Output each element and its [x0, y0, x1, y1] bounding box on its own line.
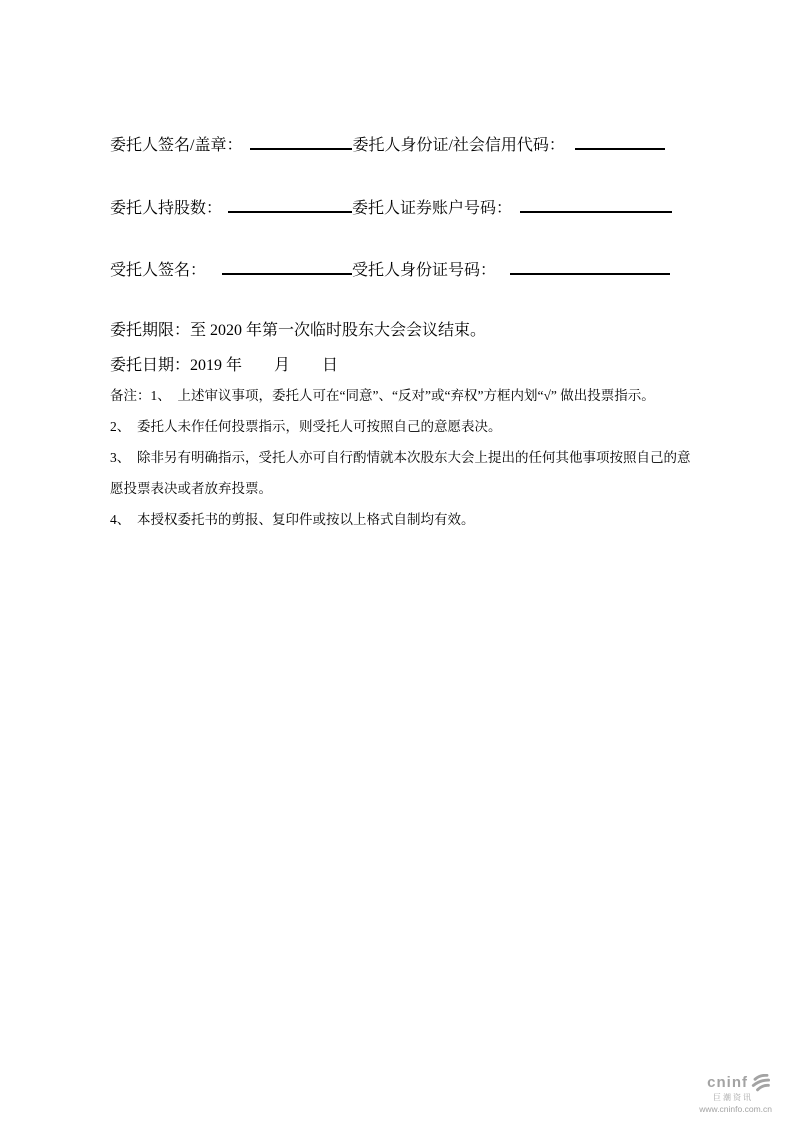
grantor-account-blank — [520, 207, 672, 213]
trustee-id-label: 受托人身份证号码： — [352, 262, 497, 279]
cninfo-chinese-name: 巨潮资讯 — [713, 1093, 753, 1102]
grantor-signature-label: 委托人签名/盖章： — [110, 137, 243, 154]
grantor-account-label: 委托人证券账户号码： — [352, 200, 513, 217]
cninfo-watermark — [699, 1074, 772, 1114]
note-item-3: 3、 除非另有明确指示，受托人亦可自行酌情就本次股东大会上提出的任何其他事项按照自己的意愿投票表决或者放弃投票。 — [110, 450, 691, 496]
grantor-id-blank — [575, 144, 665, 150]
trustee-signature-label: 受托人签名： — [110, 262, 207, 279]
trustee-signature-row — [110, 260, 670, 282]
proxy-date-line: 委托日期：2019 年 月 日 — [110, 357, 339, 374]
swirl-icon — [750, 1074, 772, 1092]
note-item-2: 2、 委托人未作任何投票指示，则受托人可按照自己的意愿表决。 — [110, 419, 502, 434]
cninfo-brand-text: cninf — [707, 1074, 748, 1091]
grantor-shares-blank — [228, 207, 352, 213]
trustee-signature-blank — [222, 269, 352, 275]
grantor-signature-row — [110, 135, 665, 157]
trustee-id-blank — [510, 269, 670, 275]
grantor-shares-label: 委托人持股数： — [110, 200, 223, 217]
note-item-1: 备注：1、 上述审议事项，委托人可在“同意”、“反对”或“弃权”方框内划“√” 做出投票指示。 — [110, 388, 655, 403]
cninfo-brand-line — [707, 1074, 772, 1092]
note-item-4: 4、 本授权委托书的剪报、复印件或按以上格式自制均有效。 — [110, 512, 475, 527]
grantor-signature-blank — [250, 144, 352, 150]
notes-section — [110, 380, 698, 535]
proxy-period-line: 委托期限：至 2020 年第一次临时股东大会会议结束。 — [110, 322, 487, 339]
grantor-id-label: 委托人身份证/社会信用代码： — [352, 137, 565, 154]
cninfo-url: www.cninfo.com.cn — [699, 1104, 772, 1114]
grantor-shares-row — [110, 198, 672, 220]
